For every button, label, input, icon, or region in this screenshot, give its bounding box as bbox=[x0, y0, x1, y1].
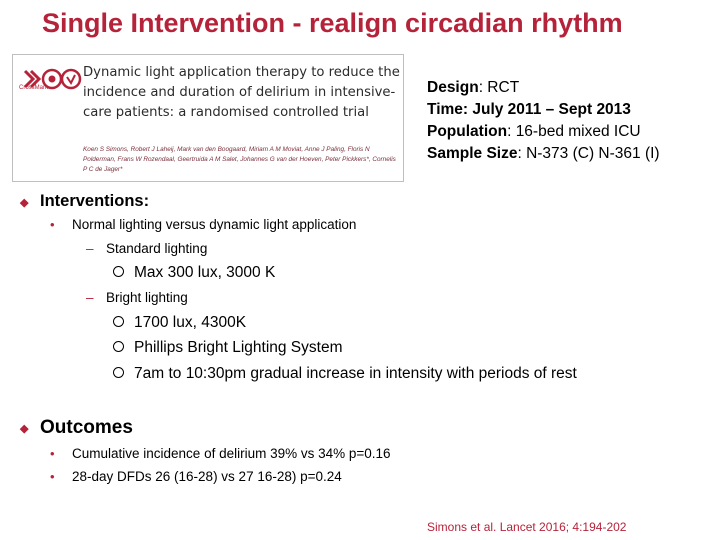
design-line bbox=[427, 77, 660, 99]
sample-line bbox=[427, 143, 660, 165]
bright-detail bbox=[134, 339, 343, 357]
citation: Simons et al. Lancet 2016; 4:194-202 bbox=[427, 520, 627, 534]
sample-label: Sample Size bbox=[427, 145, 518, 162]
population-label: Population bbox=[427, 123, 508, 140]
design-label: Design bbox=[427, 79, 479, 96]
population-line bbox=[427, 121, 660, 143]
bright-lighting-item bbox=[86, 290, 188, 305]
slide-title: Single Intervention - realign circadian rhythm bbox=[42, 8, 623, 38]
standard-detail-text: Max 300 lux, 3000 K bbox=[134, 264, 276, 281]
bright-detail-text: Phillips Bright Lighting System bbox=[134, 339, 343, 356]
dot-bullet-icon: • bbox=[50, 446, 55, 461]
standard-lighting-label: Standard lighting bbox=[106, 241, 208, 256]
standard-lighting-item bbox=[86, 241, 208, 256]
intervention-item-text: Normal lighting versus dynamic light application bbox=[72, 217, 357, 232]
outcomes-heading: Outcomes bbox=[40, 417, 133, 438]
population-value: : 16-bed mixed ICU bbox=[507, 123, 641, 140]
paper-authors: Koen S Simons, Robert J Laheij, Mark van den Boogaard, Miriam A M Moviat, Anne J Paling, Floris N Polderman, Frans W Rozendaal, Geertruida A M Salet, Johannes G van der Hoeven, Peter Pickkers*, Cornelis P C de Jager* bbox=[83, 146, 396, 173]
interventions-heading-row bbox=[20, 192, 150, 211]
bright-detail bbox=[134, 314, 246, 332]
crossmark-label: CrossMark bbox=[19, 85, 49, 91]
dot-bullet-icon: • bbox=[50, 469, 55, 484]
lancet-logo-icon bbox=[21, 65, 83, 97]
outcome-item bbox=[50, 446, 391, 461]
sample-value: : N-373 (C) N-361 (I) bbox=[517, 145, 660, 162]
paper-title: Dynamic light application therapy to reduce the incidence and duration of delirium in intensive-care patients: a randomised controlled trial bbox=[83, 65, 400, 120]
circle-bullet-icon bbox=[113, 367, 124, 378]
dash-bullet-icon: – bbox=[86, 241, 94, 256]
outcome-item-text: 28-day DFDs 26 (16-28) vs 27 16-28) p=0.24 bbox=[72, 469, 342, 484]
circle-bullet-icon bbox=[113, 316, 124, 327]
dash-bullet-icon: – bbox=[86, 290, 94, 305]
circle-bullet-icon bbox=[113, 341, 124, 352]
diamond-bullet-icon: ◆ bbox=[20, 423, 29, 435]
intervention-item bbox=[50, 217, 357, 232]
outcome-item-text: Cumulative incidence of delirium 39% vs 34% p=0.16 bbox=[72, 446, 391, 461]
outcome-item bbox=[50, 469, 342, 484]
study-metadata bbox=[427, 77, 660, 165]
dot-bullet-icon: • bbox=[50, 217, 55, 232]
outcomes-heading-row bbox=[20, 417, 133, 439]
time-label: Time: July 2011 – Sept 2013 bbox=[427, 101, 631, 118]
time-line bbox=[427, 99, 660, 121]
design-value: : RCT bbox=[478, 79, 520, 96]
circle-bullet-icon bbox=[113, 266, 124, 277]
paper-header-image bbox=[12, 54, 404, 182]
diamond-bullet-icon: ◆ bbox=[20, 197, 29, 209]
standard-detail bbox=[134, 264, 275, 282]
bright-detail bbox=[134, 365, 577, 383]
bright-detail-text: 7am to 10:30pm gradual increase in intensity with periods of rest bbox=[134, 365, 577, 382]
interventions-heading: Interventions: bbox=[40, 192, 150, 210]
bright-lighting-label: Bright lighting bbox=[106, 290, 188, 305]
bright-detail-text: 1700 lux, 4300K bbox=[134, 314, 247, 331]
